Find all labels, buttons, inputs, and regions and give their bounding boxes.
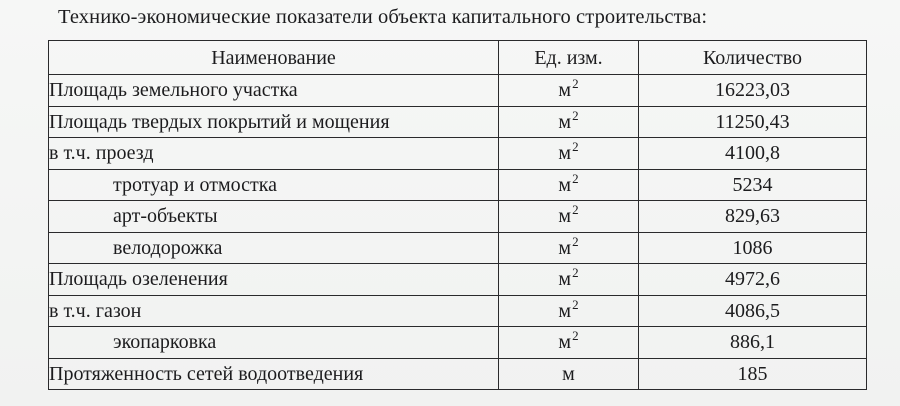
table-row: [49, 169, 867, 201]
table-row: [49, 106, 867, 138]
table-row: [49, 358, 867, 390]
row-quantity: 4086,5: [639, 295, 867, 327]
row-name: Площадь твердых покрытий и мощения: [49, 106, 499, 138]
row-name: в т.ч. проезд: [49, 138, 499, 170]
unit-exponent: 2: [572, 202, 579, 218]
row-name: тротуар и отмостка: [49, 169, 499, 201]
row-unit: [499, 295, 639, 327]
unit-base: м: [558, 299, 572, 322]
row-name: велодорожка: [49, 232, 499, 264]
row-name: Протяженность сетей водоотведения: [49, 358, 499, 390]
row-unit: [499, 327, 639, 359]
row-quantity: 11250,43: [639, 106, 867, 138]
unit-exponent: 2: [572, 139, 579, 155]
row-quantity: 185: [639, 358, 867, 390]
unit-base: м: [558, 110, 572, 133]
unit-base: м: [558, 205, 572, 228]
unit-base: м: [558, 236, 572, 259]
row-quantity: 4972,6: [639, 264, 867, 296]
document-title: Технико-экономические показатели объекта капитального строительства:: [58, 6, 708, 28]
row-unit: [499, 232, 639, 264]
unit-exponent: 2: [572, 170, 579, 186]
table-row: [49, 295, 867, 327]
unit-exponent: 2: [572, 296, 579, 312]
row-quantity: 16223,03: [639, 75, 867, 107]
unit-exponent: 2: [572, 265, 579, 281]
unit-base: м: [558, 268, 572, 291]
header-unit: Ед. изм.: [499, 41, 639, 75]
unit-exponent: 2: [572, 328, 579, 344]
unit-base: м: [562, 362, 575, 385]
table-body: [49, 75, 867, 390]
unit-exponent: 2: [572, 76, 579, 92]
row-quantity: 829,63: [639, 201, 867, 233]
unit-base: м: [558, 79, 572, 102]
row-quantity: 1086: [639, 232, 867, 264]
row-unit: [499, 106, 639, 138]
row-unit: [499, 201, 639, 233]
unit-exponent: 2: [572, 107, 579, 123]
table-row: [49, 232, 867, 264]
table-row: [49, 264, 867, 296]
table-header-row: [49, 41, 867, 75]
unit-base: м: [558, 173, 572, 196]
row-name: арт-объекты: [49, 201, 499, 233]
unit-base: м: [558, 142, 572, 165]
table-row: [49, 138, 867, 170]
unit-base: м: [558, 331, 572, 354]
header-quantity: Количество: [639, 41, 867, 75]
row-quantity: 4100,8: [639, 138, 867, 170]
row-name: Площадь озеленения: [49, 264, 499, 296]
table-row: [49, 327, 867, 359]
table-row: [49, 75, 867, 107]
table-row: [49, 201, 867, 233]
row-quantity: 886,1: [639, 327, 867, 359]
row-name: в т.ч. газон: [49, 295, 499, 327]
row-unit: [499, 169, 639, 201]
row-quantity: 5234: [639, 169, 867, 201]
row-unit: [499, 75, 639, 107]
unit-exponent: 2: [572, 233, 579, 249]
row-name: Площадь земельного участка: [49, 75, 499, 107]
row-name: экопарковка: [49, 327, 499, 359]
row-unit: [499, 264, 639, 296]
row-unit: [499, 358, 639, 390]
header-name: Наименование: [49, 41, 499, 75]
indicators-table: [48, 40, 867, 390]
row-unit: [499, 138, 639, 170]
